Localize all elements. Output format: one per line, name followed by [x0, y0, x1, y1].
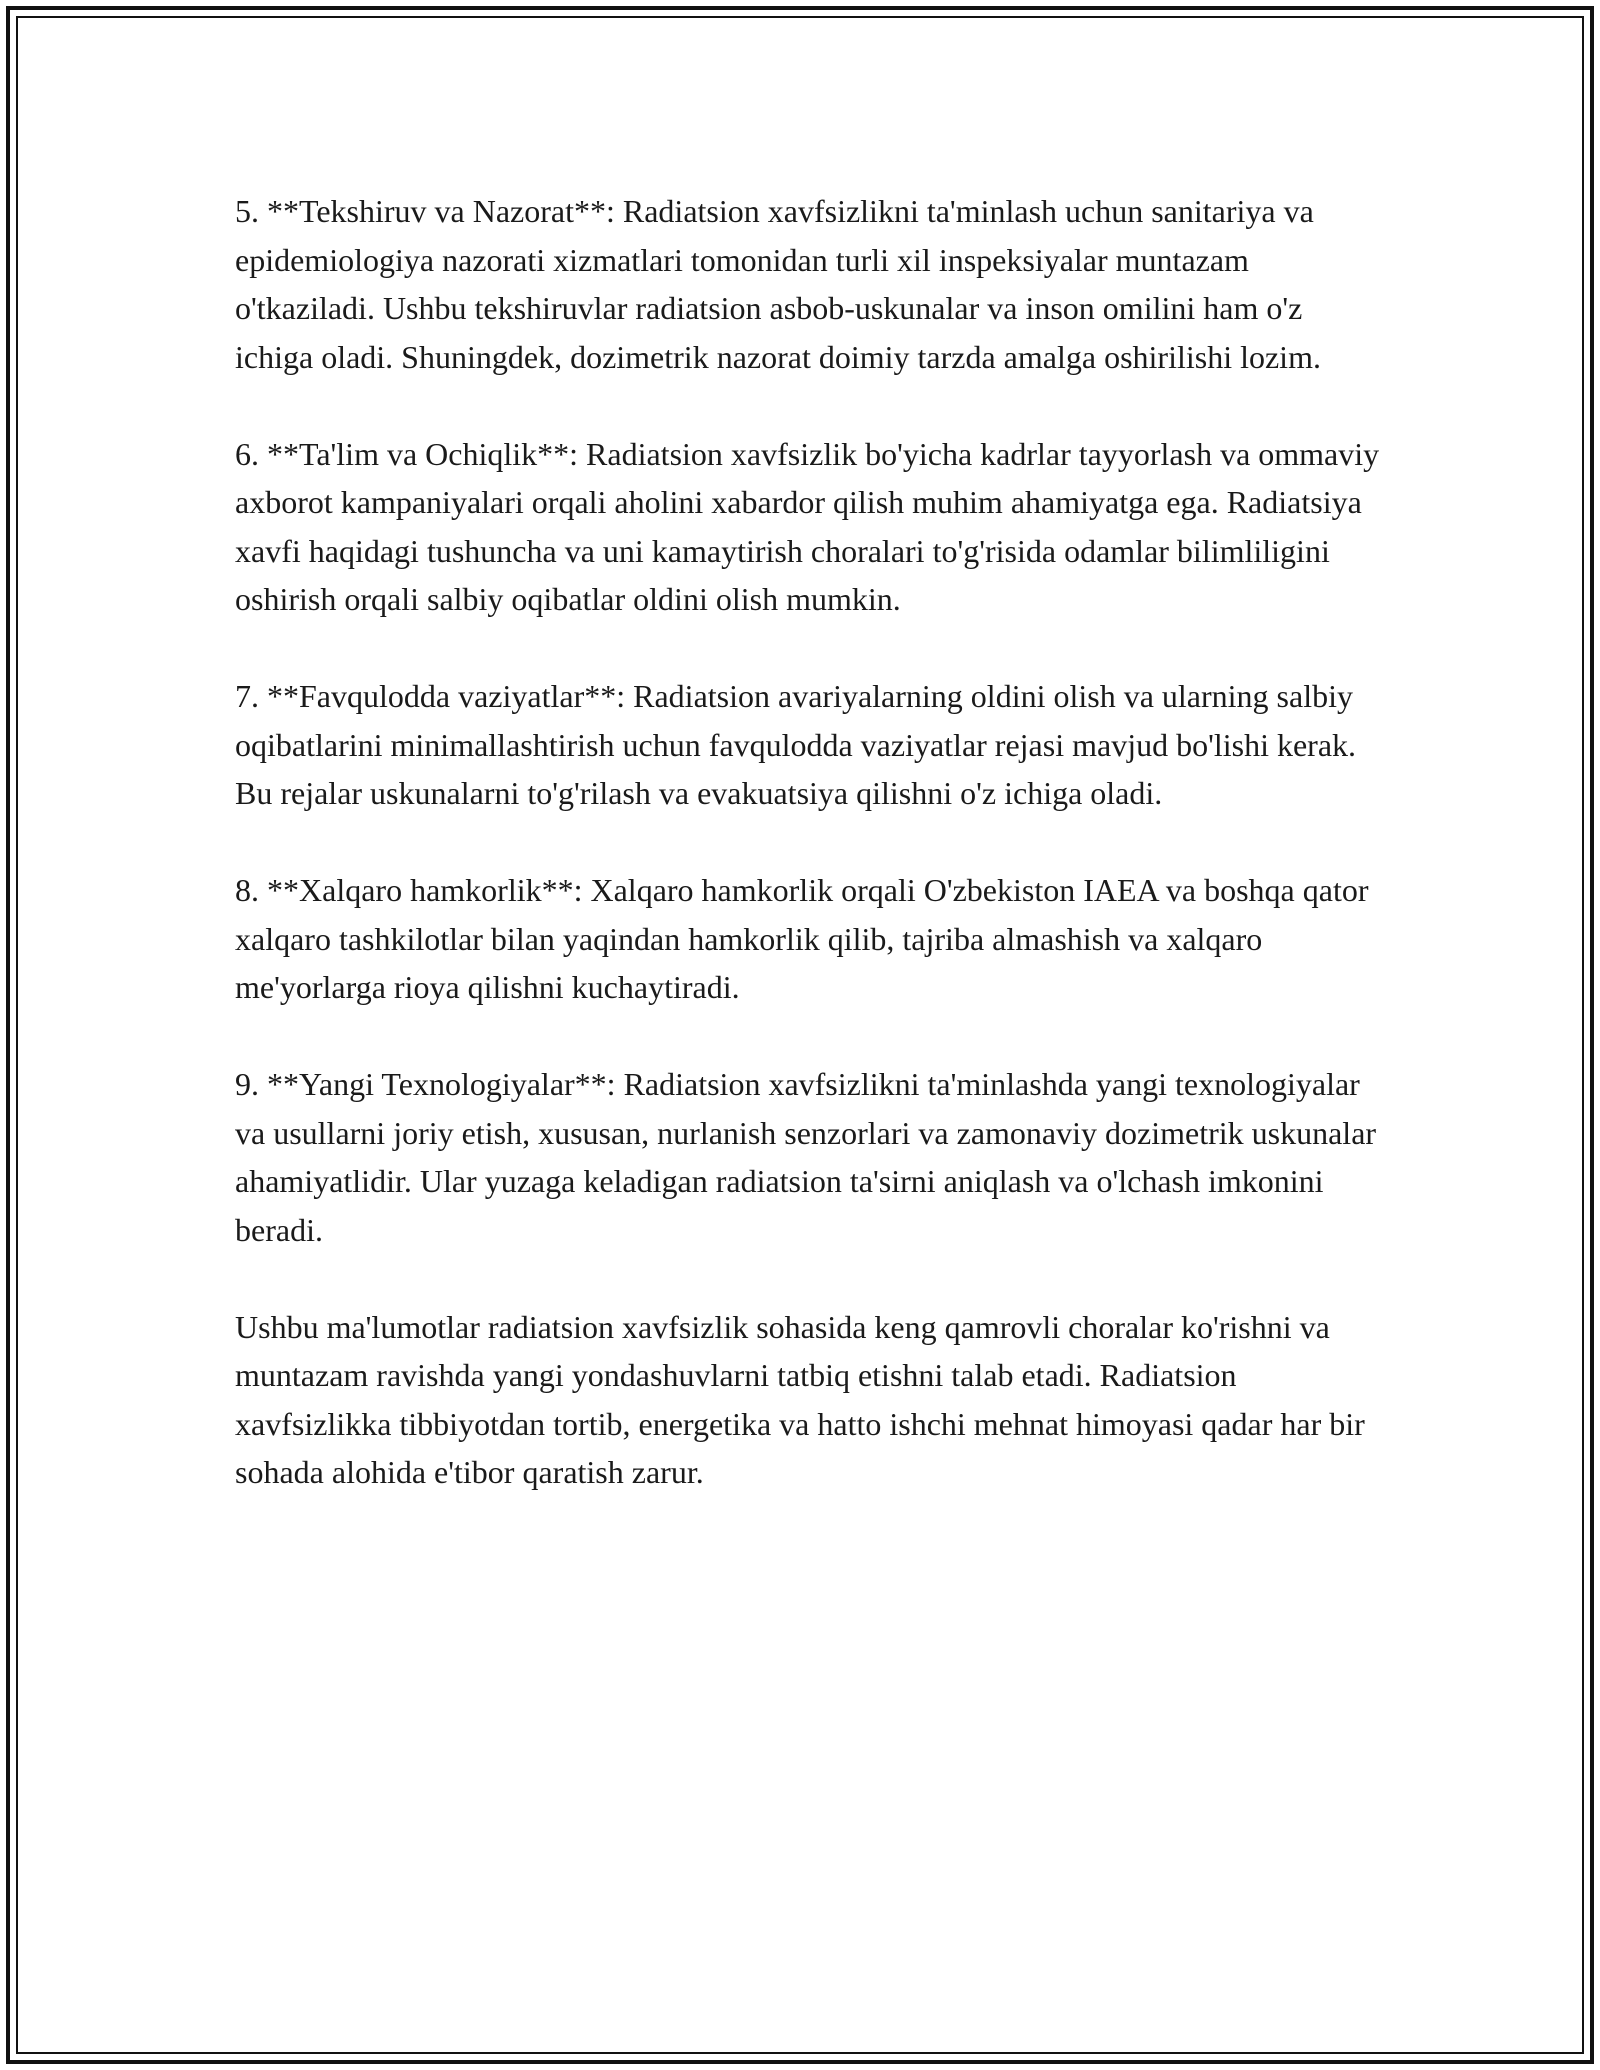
- paragraph-international-cooperation: 8. **Xalqaro hamkorlik**: Xalqaro hamkorlik orqali O'zbekiston IAEA va boshqa qator xalqaro tashkilotlar bilan yaqindan hamkorlik qilib, tajriba almashish va xalqaro me'yorlarga rioya qilishni kuchaytiradi.: [235, 872, 1369, 1005]
- document-body: [235, 187, 1385, 1545]
- paragraph-conclusion: Ushbu ma'lumotlar radiatsion xavfsizlik sohasida keng qamrovli choralar ko'rishni va muntazam ravishda yangi yondashuvlarni tatbiq etishni talab etadi. Radiatsion xavfsizlikka tibbiyotdan tortib, energetika va hatto ishchi mehnat himoyasi qadar har bir sohada alohida e'tibor qaratish zarur.: [235, 1308, 1365, 1490]
- paragraph-emergency-situations: 7. **Favqulodda vaziyatlar**: Radiatsion avariyalarning oldini olish va ularning salbiy oqibatlarini minimallashtirish uchun favqulodda vaziyatlar rejasi mavjud bo'lishi kerak. Bu rejalar uskunalarni to'g'rilash va evakuatsiya qilishni o'z ichiga oladi.: [235, 678, 1357, 811]
- paragraph-inspection-control: 5. **Tekshiruv va Nazorat**: Radiatsion xavfsizlikni ta'minlash uchun sanitariya va epidemiologiya nazorati xizmatlari tomonidan turli xil inspeksiyalar muntazam o'tkaziladi. Ushbu tekshiruvlar radiatsion asbob-uskunalar va inson omilini ham o'z ichiga oladi. Shuningdek, dozimetrik nazorat doimiy tarzda amalga oshirilishi lozim.: [235, 193, 1321, 375]
- paragraph-education-openness: 6. **Ta'lim va Ochiqlik**: Radiatsion xavfsizlik bo'yicha kadrlar tayyorlash va ommaviy axborot kampaniyalari orqali aholini xabardor qilish muhim ahamiyatga ega. Radiatsiya xavfi haqidagi tushuncha va uni kamaytirish choralari to'g'risida odamlar bilimliligini oshirish orqali salbiy oqibatlar oldini olish mumkin.: [235, 435, 1380, 617]
- paragraph-new-technologies: 9. **Yangi Texnologiyalar**: Radiatsion xavfsizlikni ta'minlashda yangi texnologiyalar va usullarni joriy etish, xususan, nurlanish senzorlari va zamonaviy dozimetrik uskunalar ahamiyatlidir. Ular yuzaga keladigan radiatsion ta'sirni aniqlash va o'lchash imkonini beradi.: [235, 1066, 1377, 1248]
